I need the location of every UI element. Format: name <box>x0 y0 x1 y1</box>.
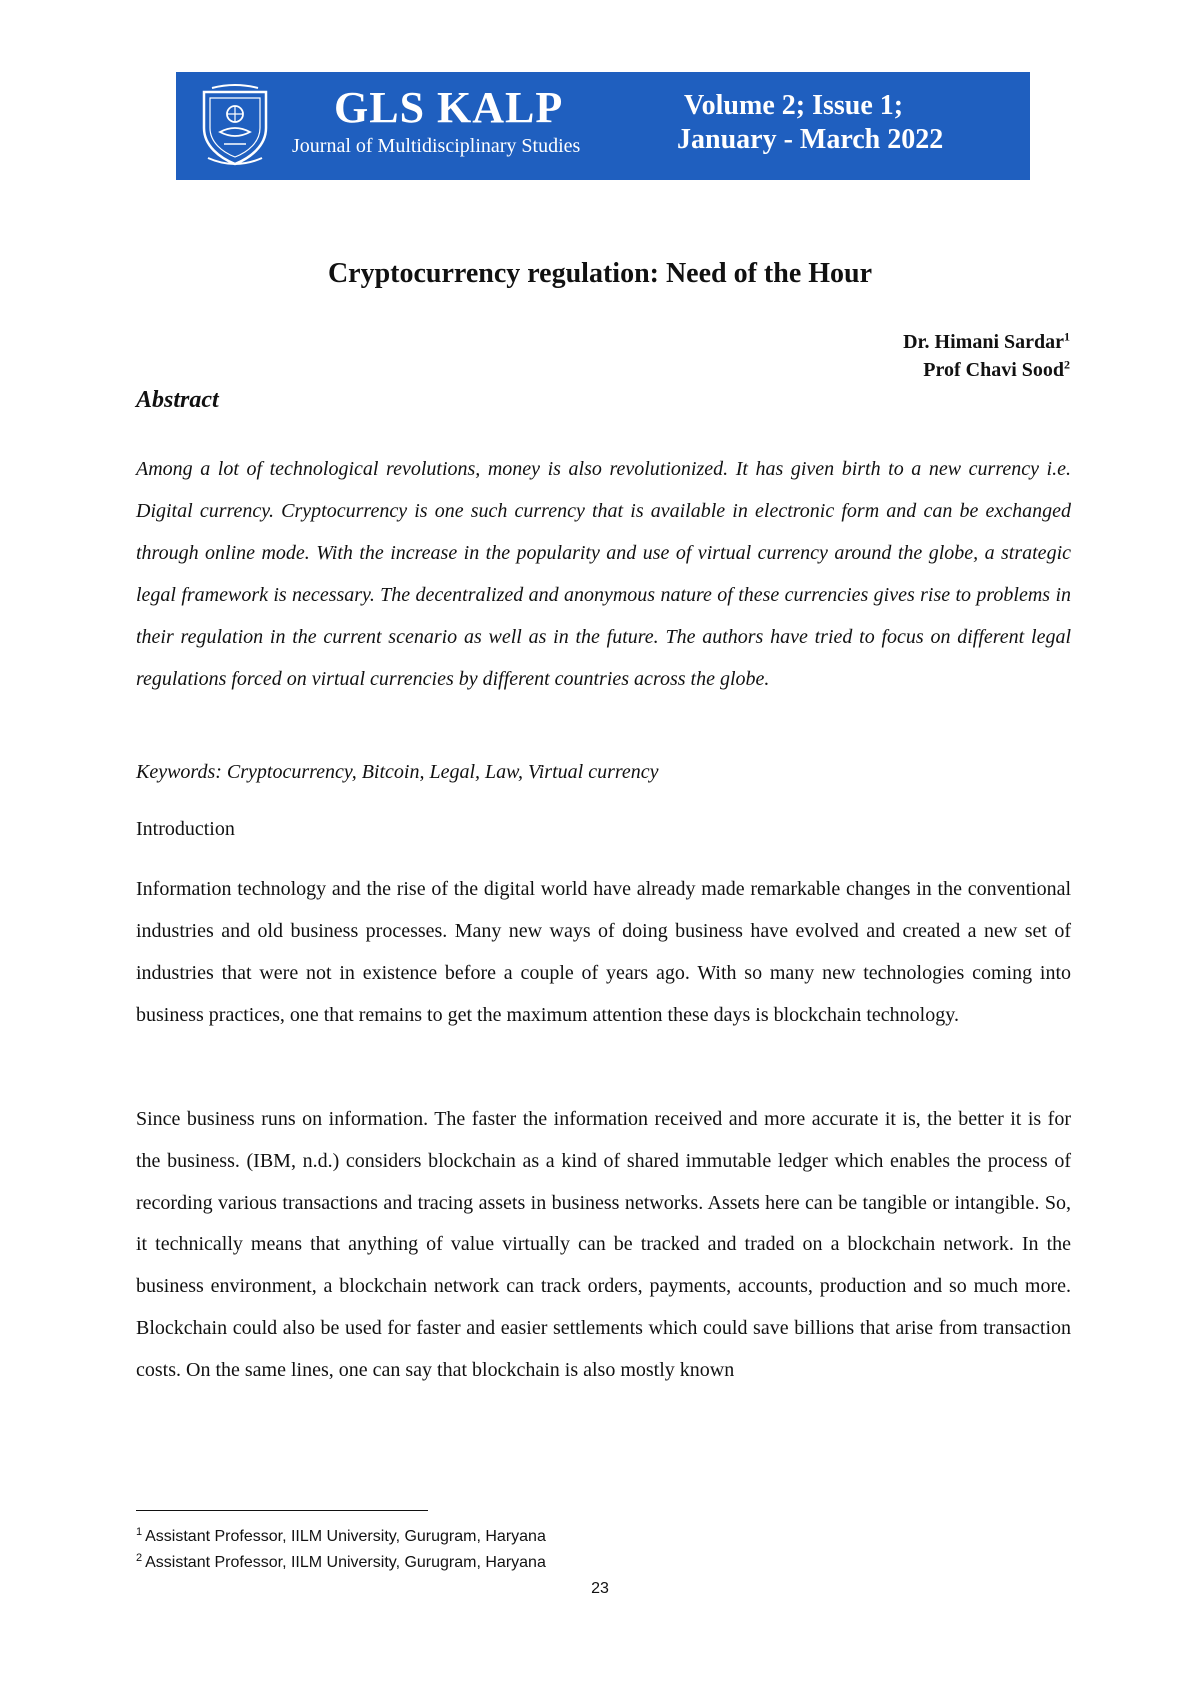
body-paragraph: Information technology and the rise of the digital world have already made remarkable changes in the conventional industries and old business processes. Many new ways of doing business have evolved and created a new set of industries that were not in existence before a couple of years ago. With so many new technologies coming into business practices, one that remains to get the maximum attention these days is blockchain technology. <box>136 878 1071 1026</box>
footnote-text: Assistant Professor, IILM University, Gurugram, Haryana <box>145 1528 546 1545</box>
section-heading-introduction: Introduction <box>136 818 235 840</box>
body-paragraph: Since business runs on information. The faster the information received and more accurate it is, the better it is for the business. (IBM, n.d.) considers blockchain as a kind of shared immutable ledger which enables the process of recording various transactions and tracing assets in business networks. Assets here can be tangible or intangible. So, it technically means that anything of value virtually can be tracked and traded on a blockchain network. In the business environment, a blockchain network can track orders, payments, accounts, production and so much more. Blockchain could also be used for faster and easier settlements which could save billions that arise from transaction costs. On the same lines, one can say that blockchain is also mostly known <box>136 1108 1071 1381</box>
author-name: Dr. Himani Sardar <box>903 331 1064 353</box>
footnote <box>136 1552 546 1574</box>
article-title: Cryptocurrency regulation: Need of the Hour <box>327 258 873 289</box>
journal-banner <box>176 72 1030 180</box>
journal-subtitle: Journal of Multidisciplinary Studies <box>292 135 581 157</box>
issue-period: January - March 2022 <box>677 124 944 155</box>
author-entry <box>903 328 1070 356</box>
page-number: 23 <box>591 1580 609 1597</box>
abstract-heading: Abstract <box>136 387 219 413</box>
author-list <box>903 328 1070 384</box>
footnote-number: 2 <box>136 1551 143 1564</box>
footnote-text: Assistant Professor, IILM University, Gurugram, Haryana <box>145 1554 546 1571</box>
crest-emblem-icon <box>198 84 272 166</box>
footnote-number: 1 <box>136 1525 143 1538</box>
author-entry <box>903 356 1070 384</box>
footnote-divider <box>136 1510 428 1511</box>
footnote-mark[interactable]: 2 <box>1064 357 1070 372</box>
abstract-text: Among a lot of technological revolutions, money is also revolutionized. It has given birth to a new currency i.e. Digital currency. Cryptocurrency is one such currency that is available in electronic form and can be exchanged through online mode. With the increase in the popularity and use of virtual currency around the globe, a strategic legal framework is necessary. The decentralized and anonymous nature of these currencies gives rise to problems in their regulation in the current scenario as well as in the future. The authors have tried to focus on different legal regulations forced on virtual currencies by different countries across the globe. <box>136 458 1071 690</box>
footnote-mark[interactable]: 1 <box>1064 329 1070 344</box>
footnote <box>136 1526 546 1548</box>
volume-issue: Volume 2; Issue 1; <box>684 90 904 121</box>
keywords: Keywords: Cryptocurrency, Bitcoin, Legal, Law, Virtual currency <box>136 761 659 783</box>
journal-name: GLS KALP <box>334 83 564 132</box>
author-name: Prof Chavi Sood <box>923 359 1064 381</box>
